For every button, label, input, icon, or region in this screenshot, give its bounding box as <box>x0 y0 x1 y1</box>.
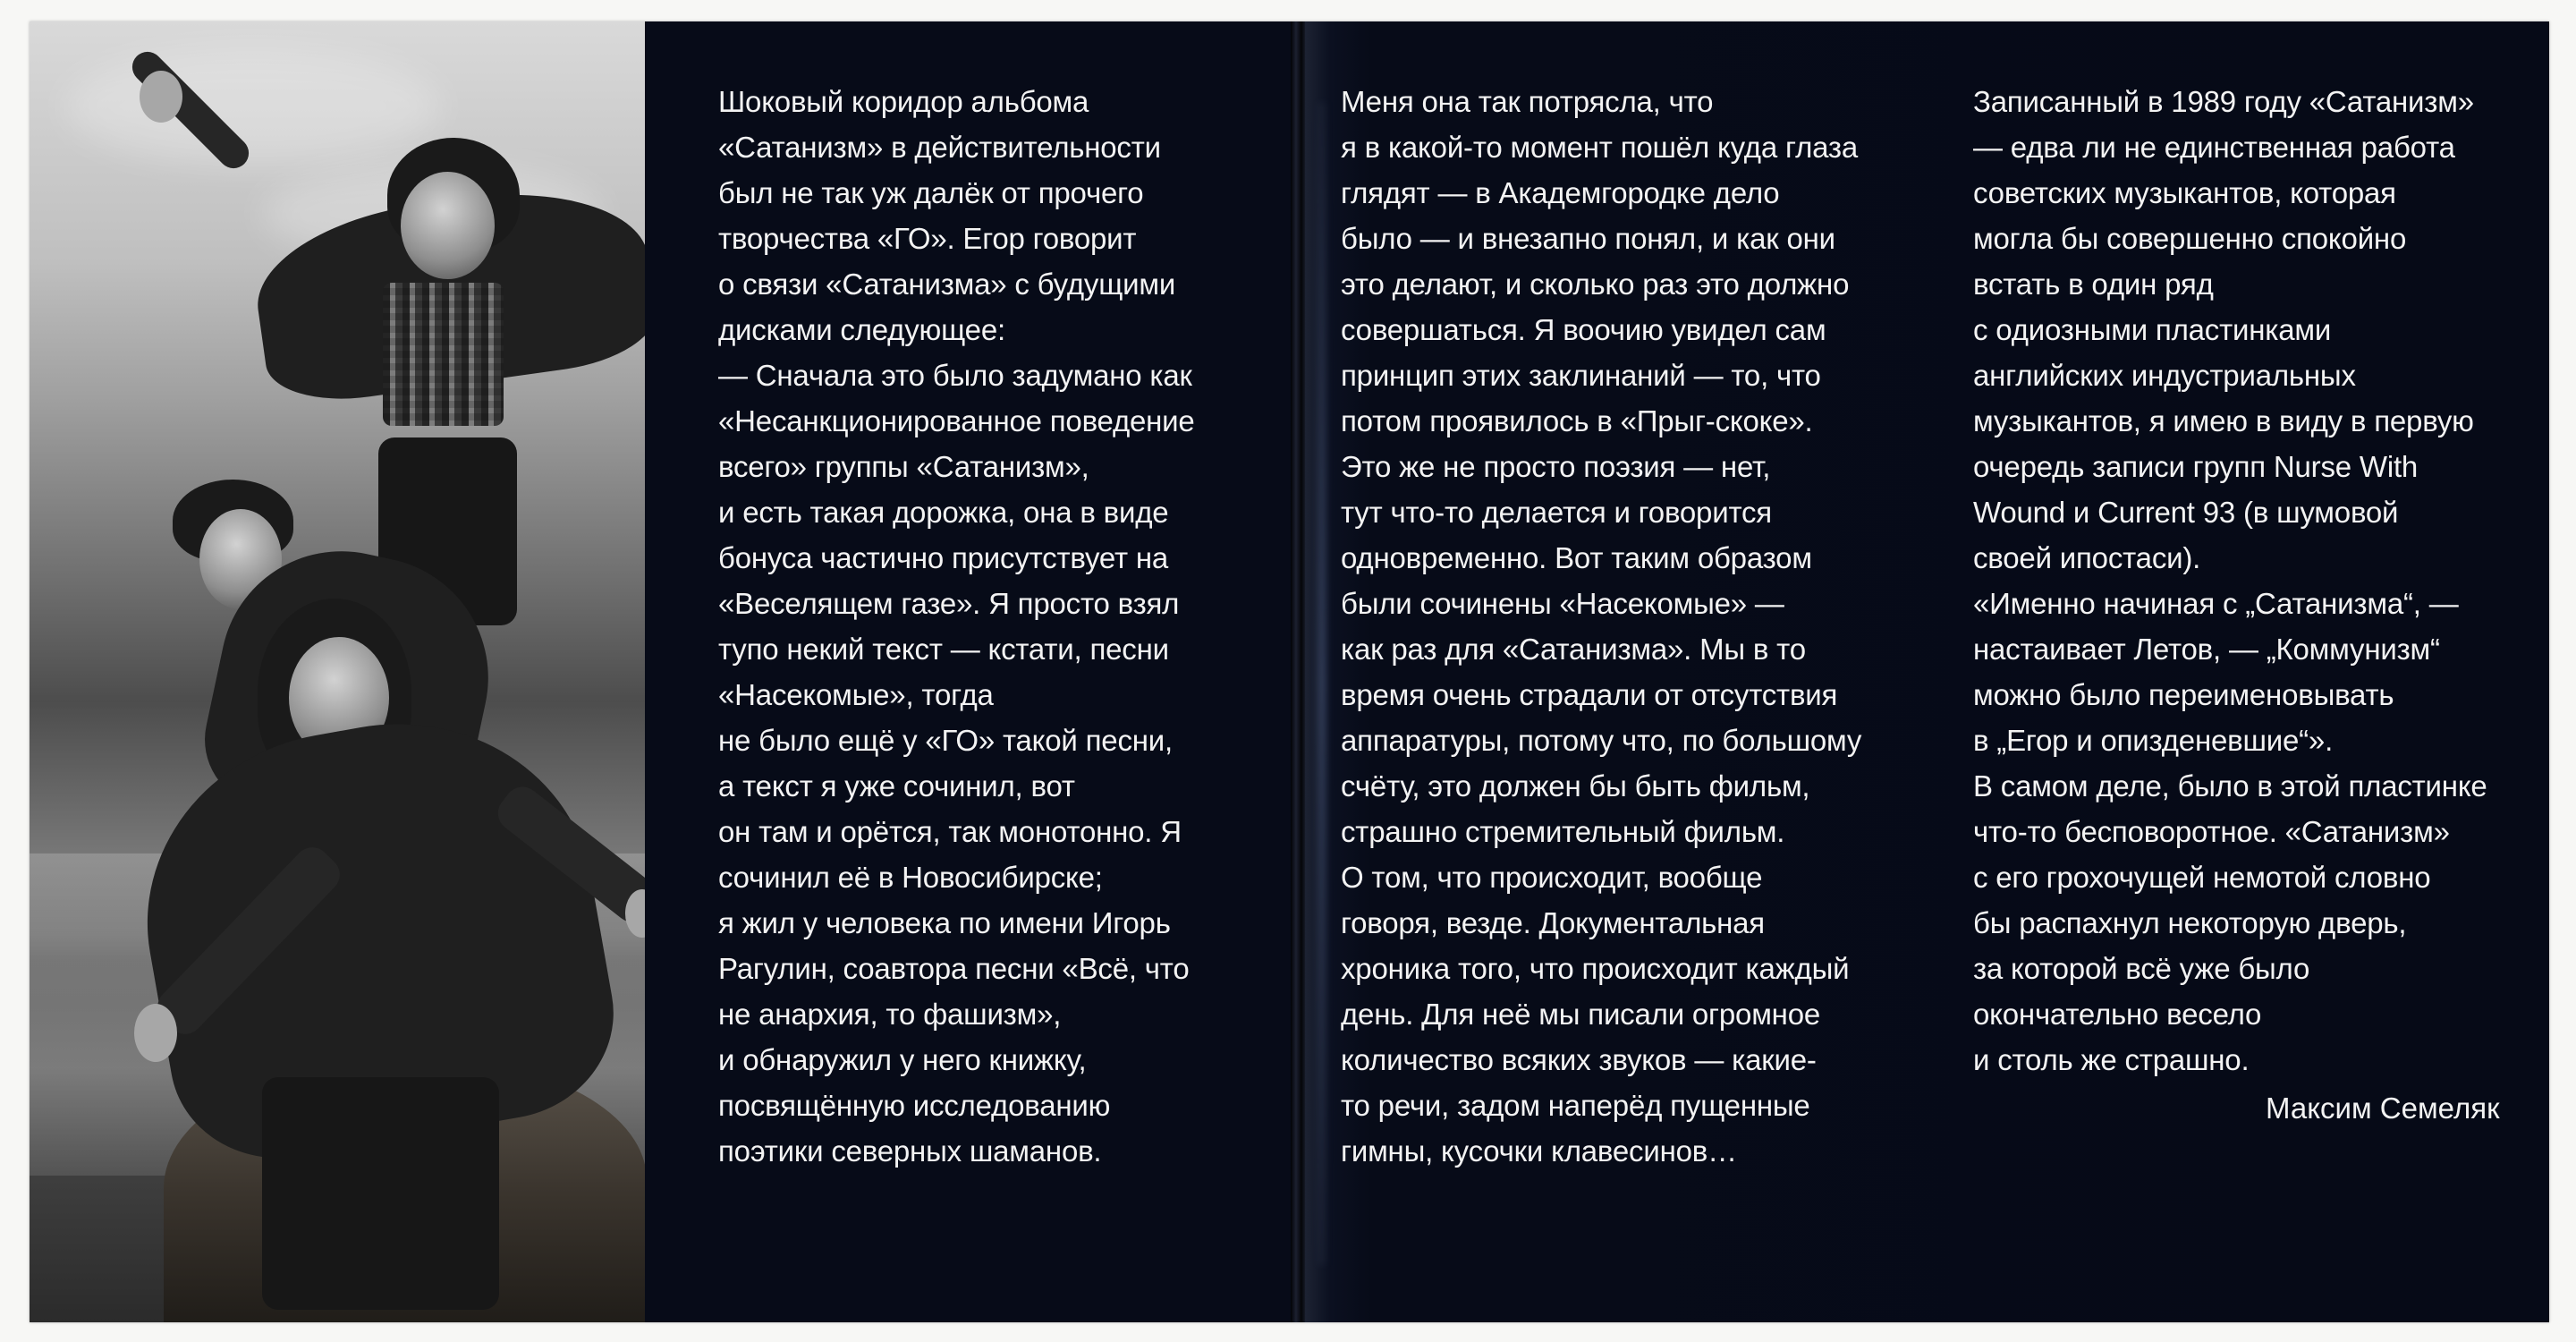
text-line: были сочинены «Насекомые» — <box>1341 587 1784 620</box>
booklet-spread <box>30 21 2549 1322</box>
third-person-left-hand <box>134 1004 177 1062</box>
text-line: как раз для «Сатанизма». Мы в то <box>1341 633 1806 666</box>
text-line: аппаратуры, потому что, по большому <box>1341 724 1862 757</box>
text-line: сочинил её в Новосибирске; <box>718 861 1103 894</box>
text-line: «Насекомые», тогда <box>718 678 994 711</box>
text-line: могла бы совершенно спокойно <box>1973 222 2407 255</box>
text-line: можно было переименовывать <box>1973 678 2394 711</box>
text-line: бы распахнул некоторую дверь, <box>1973 906 2407 939</box>
text-line: О том, что происходит, вообще <box>1341 861 1763 894</box>
jumping-person-head <box>401 172 495 279</box>
text-line: день. Для неё мы писали огромное <box>1341 998 1821 1031</box>
page-fold-reflection <box>1318 102 1326 1265</box>
text-line: Шоковый коридор альбома <box>718 85 1089 118</box>
text-line: я в какой-то момент пошёл куда глаза <box>1341 131 1858 164</box>
author-signature: Максим Семеляк <box>2266 1091 2500 1125</box>
text-line: и есть такая дорожка, она в виде <box>718 496 1169 529</box>
text-line: В самом деле, было в этой пластинке <box>1973 769 2487 803</box>
text-line: время очень страдали от отсутствия <box>1341 678 1838 711</box>
band-photo <box>30 21 645 1322</box>
text-line: «Несанкционированное поведение <box>718 404 1195 437</box>
photo-cloud-1 <box>65 48 441 165</box>
text-line: счёту, это должен бы быть фильм, <box>1341 769 1810 803</box>
text-line: Рагулин, соавтора песни «Всё, что <box>718 952 1190 985</box>
left-column-text <box>718 79 1195 1174</box>
booklet-gutter <box>1291 21 1305 1322</box>
text-line: что-то бесповоротное. «Сатанизм» <box>1973 815 2450 848</box>
text-line: всего» группы «Сатанизм», <box>718 450 1089 483</box>
text-line: не было ещё у «ГО» такой песни, <box>718 724 1173 757</box>
text-line: бонуса частично присутствует на <box>718 541 1169 574</box>
text-line: встать в один ряд <box>1973 268 2214 301</box>
text-line: «Именно начиная с „Сатанизма“, — <box>1973 587 2459 620</box>
text-line: это делают, и сколько раз это должно <box>1341 268 1850 301</box>
text-line: совершаться. Я воочию увидел сам <box>1341 313 1826 346</box>
text-line: английских индустриальных <box>1973 359 2356 392</box>
text-line: советских музыкантов, которая <box>1973 176 2396 209</box>
text-line: тут что-то делается и говорится <box>1341 496 1772 529</box>
text-line: творчества «ГО». Егор говорит <box>718 222 1137 255</box>
text-line: то речи, задом наперёд пущенные <box>1341 1089 1810 1122</box>
text-line: тупо некий текст — кстати, песни <box>718 633 1169 666</box>
third-person-legs <box>262 1077 499 1310</box>
text-line: страшно стремительный фильм. <box>1341 815 1785 848</box>
text-line: и обнаружил у него книжку, <box>718 1043 1087 1076</box>
text-line: «Веселящем газе». Я просто взял <box>718 587 1180 620</box>
text-line: своей ипостаси). <box>1973 541 2201 574</box>
text-line: с его грохочущей немотой словно <box>1973 861 2431 894</box>
text-line: гимны, кусочки клавесинов… <box>1341 1134 1737 1168</box>
left-page <box>30 21 1291 1322</box>
text-line: «Сатанизм» в действительности <box>718 131 1161 164</box>
text-line: — едва ли не единственная работа <box>1973 131 2455 164</box>
text-line: а текст я уже сочинил, вот <box>718 769 1075 803</box>
text-line: был не так уж далёк от прочего <box>718 176 1144 209</box>
text-line: хроника того, что происходит каждый <box>1341 952 1850 985</box>
jumping-person-plaid-shirt <box>383 283 504 426</box>
text-line: Меня она так потрясла, что <box>1341 85 1714 118</box>
text-line: и столь же страшно. <box>1973 1043 2250 1076</box>
right-column-text <box>1973 79 2487 1083</box>
text-line: было — и внезапно понял, и как они <box>1341 222 1835 255</box>
text-line: окончательно весело <box>1973 998 2262 1031</box>
text-line: музыкантов, я имею в виду в первую <box>1973 404 2474 437</box>
text-line: посвящённую исследованию <box>718 1089 1111 1122</box>
text-line: Wound и Current 93 (в шумовой <box>1973 496 2399 529</box>
text-line: с одиозными пластинками <box>1973 313 2332 346</box>
text-line: я жил у человека по имени Игорь <box>718 906 1171 939</box>
text-line: он там и орётся, так монотонно. Я <box>718 815 1182 848</box>
middle-column-text <box>1341 79 1861 1174</box>
text-line: Это же не просто поэзия — нет, <box>1341 450 1771 483</box>
text-line: не анархия, то фашизм», <box>718 998 1062 1031</box>
text-line: за которой всё уже было <box>1973 952 2310 985</box>
text-line: принцип этих заклинаний — то, что <box>1341 359 1821 392</box>
text-line: очередь записи групп Nurse With <box>1973 450 2419 483</box>
text-line: о связи «Сатанизма» с будущими <box>718 268 1176 301</box>
text-line: потом проявилось в «Прыг-скоке». <box>1341 404 1813 437</box>
text-line: настаивает Летов, — „Коммунизм“ <box>1973 633 2440 666</box>
text-line: Записанный в 1989 году «Сатанизм» <box>1973 85 2474 118</box>
text-line: глядят — в Академгородке дело <box>1341 176 1780 209</box>
jumping-person-left-hand <box>140 71 182 123</box>
text-line: количество всяких звуков — какие- <box>1341 1043 1817 1076</box>
text-line: поэтики северных шаманов. <box>718 1134 1102 1168</box>
text-line: дисками следующее: <box>718 313 1005 346</box>
text-line: — Сначала это было задумано как <box>718 359 1192 392</box>
text-line: в „Егор и опизденевшие“». <box>1973 724 2334 757</box>
text-line: одновременно. Вот таким образом <box>1341 541 1812 574</box>
text-line: говоря, везде. Документальная <box>1341 906 1765 939</box>
